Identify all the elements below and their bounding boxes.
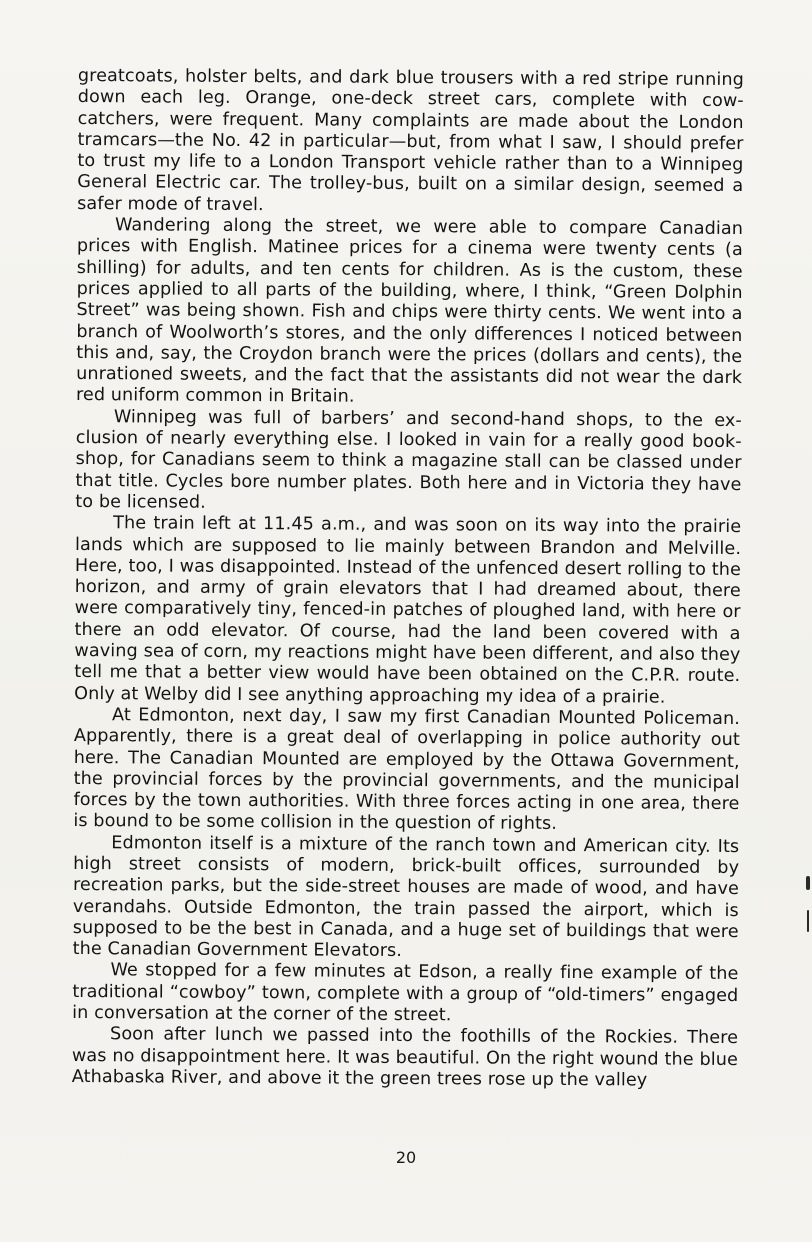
paragraph-edmonton: Edmonton itself is a mixture of the ranch town and American city. Its high street consists of modern, brick-built offices, surrounded by recreation parks, but the side-street houses are made of wood, and have verandahs. Outside Edmonton, the train passed the airport, which is supposed to be the best in Canada, and a huge set of buildings that were the Canadian Government Elevators. (72, 832, 740, 962)
page-number: 20 (395, 1148, 417, 1167)
scan-edge-mark (806, 876, 810, 890)
paragraph-edson: We stopped for a few minutes at Edson, a really fine example of the traditional “cowboy” town, complete with a group of “old-timers” engaged in conversation at the corner of the street. (72, 960, 739, 1026)
paragraph-rockies: Soon after lunch we passed into the foothills of the Rockies. There was no disappointment here. It was beautiful. On the right wound the blue Athabaska River, and above it the green trees rose up the valley (71, 1024, 739, 1091)
paragraph-mounted-police: At Edmonton, next day, I saw my first Canadian Mounted Policeman. Apparently, there is a great deal of overlapping in police authority out here. The Canadian Mounted are employed by the Ottawa Government, the provincial forces by the provincial governments, and the municipal forces by the town authorities. With three forces acting in one area, there is bound to be some collision in the question of rights. (73, 705, 741, 835)
scan-edge-mark (807, 910, 809, 932)
paragraph-streetcars: greatcoats, holster belts, and dark blue trousers with a red stripe running down each leg. Orange, one-deck street cars, complete with cow-catchers, were frequent. Many complaints are made about the London tramcars—the No. 42 in particular—but, from what I saw, I should prefer to trust my life to a London Transport vehicle rather than to a Winnipeg General Electric car. The trolley-bus, built on a similar design, seemed a safer mode of travel. (77, 66, 744, 215)
paragraph-prairie: The train left at 11.45 a.m., and was soon on its way into the prairie lands which are supposed to lie mainly between Brandon and Melville. Here, too, I was disappointed. Instead of the unfenced desert rolling to the horizon, and army of grain elevators that I had dreamed about, there were comparatively tiny, fenced-in patches of ploughed land, with here or there an odd elevator. Of course, had the land been covered with a waving sea of corn, my reactions might have been different, and also they tell me that a better view would have been obtained on the C.P.R. route. Only at Welby did I see anything approaching my idea of a prairie. (74, 513, 742, 708)
body-text (72, 66, 744, 1092)
paragraph-prices: Wandering along the street, we were able to compare Canadian prices with English. Matinee prices for a cinema were twenty cents (a shilling) for adults, and ten cents for children. As is the custom, these prices applied to all parts of the building, where, I think, “Green Dolphin Street” was being shown. Fish and chips were thirty cents. We went into a branch of Woolworth’s stores, and the only differences I noticed between this and, say, the Croydon branch were the prices (dollars and cents), the unrationed sweets, and the fact that the assistants did not wear the dark red uniform common in Britain. (75, 215, 744, 408)
paragraph-shops: Winnipeg was full of barbers’ and second-hand shops, to the ex-clusion of nearly everything else. I looked in vain for a really good book-shop, for Canadians seem to think a magazine stall can be classed under that title. Cycles bore number plates. Both here and in Victoria they have to be licensed. (75, 406, 742, 513)
